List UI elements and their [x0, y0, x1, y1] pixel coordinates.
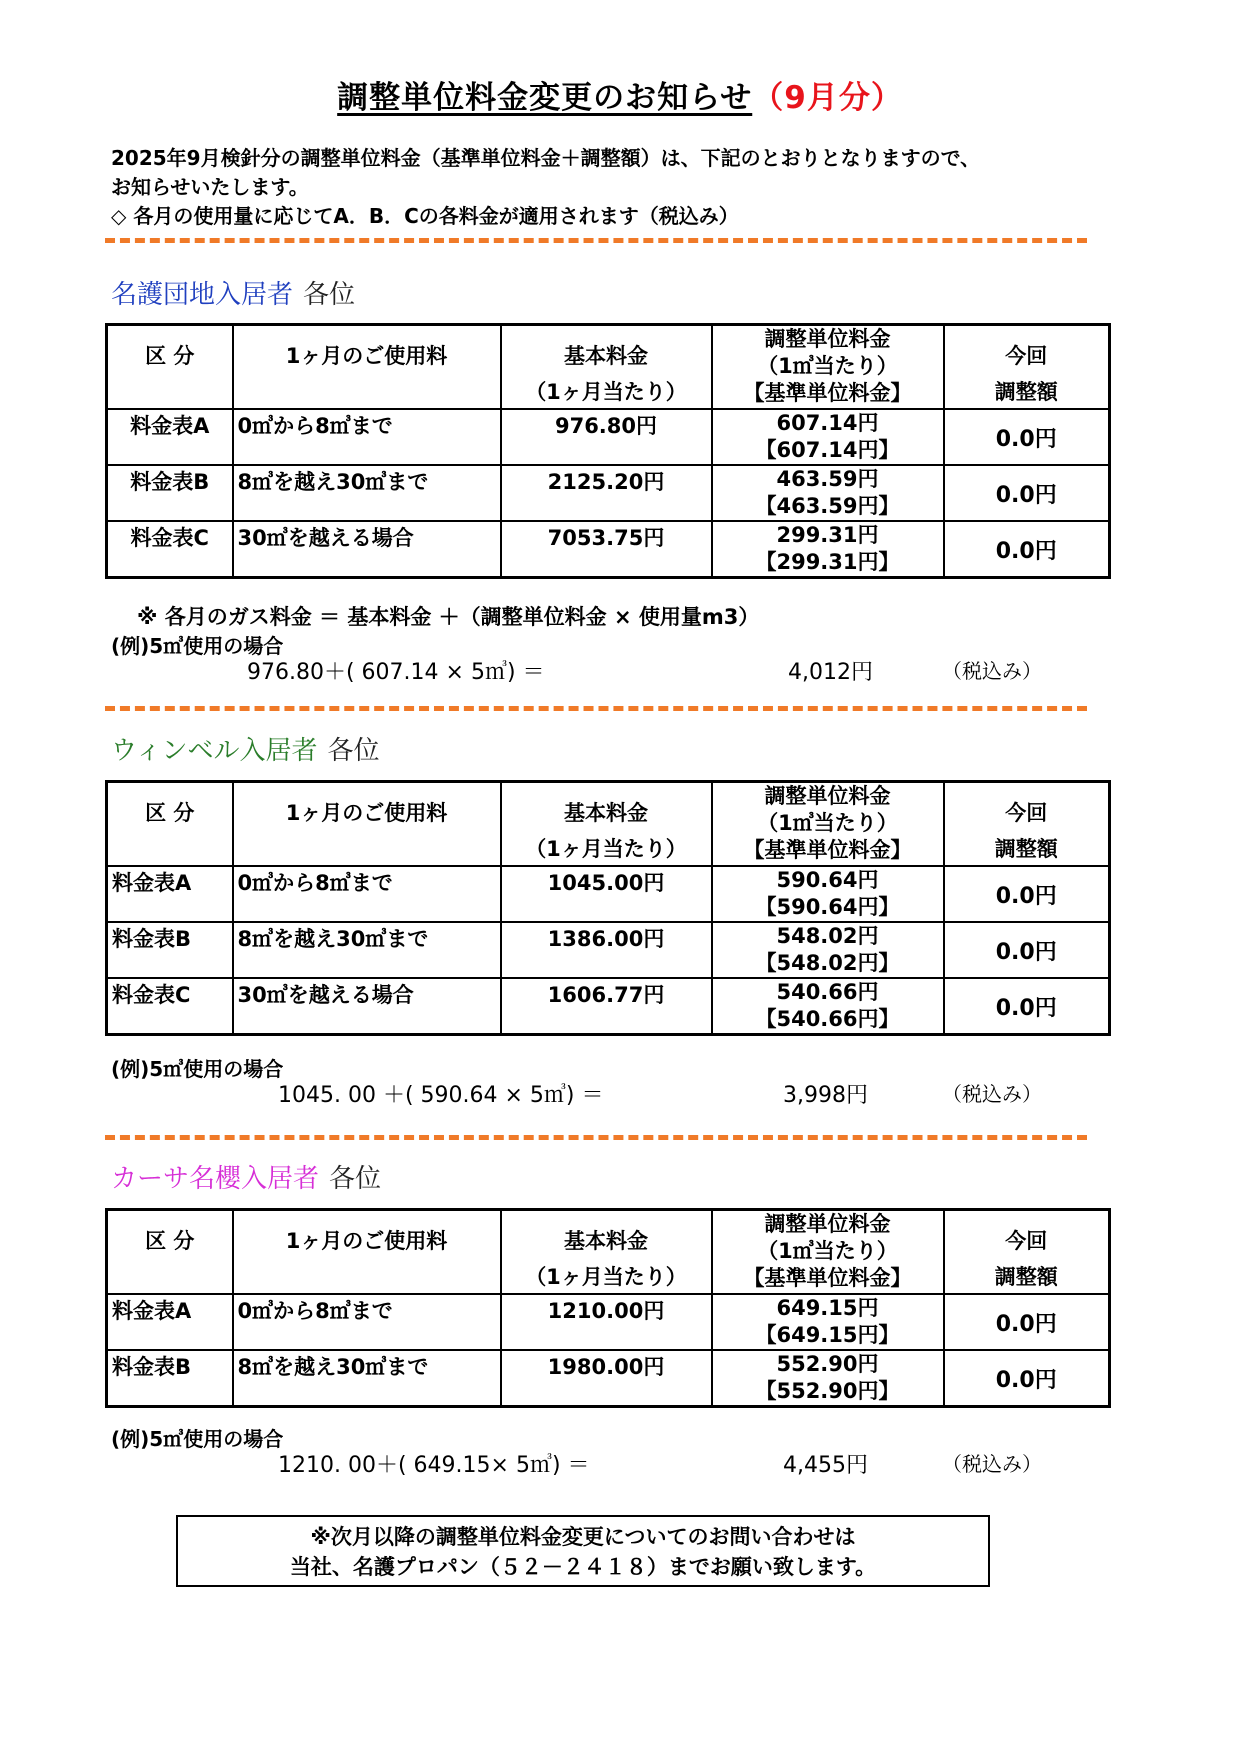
title-main: 調整単位料金変更のお知らせ [337, 80, 753, 116]
example-label: (例)5㎥使用の場合 [111, 634, 284, 658]
cell-kubun: 料金表B [107, 465, 233, 521]
section-heading-winbell [111, 730, 379, 767]
divider [105, 706, 1087, 711]
header-unit: 調整単位料金 （1㎥当たり） 【基準単位料金】 [712, 782, 944, 867]
header-kubun: 区 分 [107, 1210, 233, 1295]
cell-kubun: 料金表A [107, 1294, 233, 1350]
cell-base: 1210.00円 [501, 1294, 712, 1350]
contact-line-2: 当社、名護プロパン（５２－２４１８）までお願い致します。 [289, 1555, 877, 1579]
cell-usage: 8㎥を越え30㎥まで [233, 465, 501, 521]
cell-unit: 299.31円 【299.31円】 [712, 521, 944, 578]
example-result: 3,998円 [783, 1083, 868, 1108]
cell-usage: 30㎥を越える場合 [233, 521, 501, 578]
example-label: (例)5㎥使用の場合 [111, 1057, 284, 1081]
table-row [107, 465, 1110, 521]
table-row [107, 521, 1110, 578]
table-header-row [107, 782, 1110, 867]
divider [105, 238, 1087, 243]
section-group-name: カーサ名櫻入居者 [111, 1164, 320, 1194]
header-base: 基本料金 （1ヶ月当たり） [501, 1210, 712, 1295]
cell-unit: 649.15円 【649.15円】 [712, 1294, 944, 1350]
table-row [107, 978, 1110, 1035]
header-usage: 1ヶ月のご使用料 [233, 782, 501, 867]
cell-adjustment: 0.0円 [944, 866, 1110, 922]
cell-unit: 607.14円 【607.14円】 [712, 409, 944, 465]
header-unit: 調整単位料金 （1㎥当たり） 【基準単位料金】 [712, 325, 944, 410]
cell-adjustment: 0.0円 [944, 521, 1110, 578]
example-calc: 1210. 00＋( 649.15× 5㎥) ＝ [278, 1453, 590, 1478]
intro-line-1: 2025年9月検針分の調整単位料金（基準単位料金＋調整額）は、下記のとおりとなりますので、 [111, 146, 981, 170]
cell-kubun: 料金表A [107, 866, 233, 922]
cell-usage: 0㎥から8㎥まで [233, 1294, 501, 1350]
example-calc: 976.80＋( 607.14 × 5㎥) ＝ [247, 660, 545, 685]
cell-adjustment: 0.0円 [944, 922, 1110, 978]
cell-kubun: 料金表A [107, 409, 233, 465]
header-base: 基本料金 （1ヶ月当たり） [501, 782, 712, 867]
cell-base: 2125.20円 [501, 465, 712, 521]
cell-unit: 552.90円 【552.90円】 [712, 1350, 944, 1407]
header-adjustment: 今回 調整額 [944, 325, 1110, 410]
table-row [107, 866, 1110, 922]
example-label: (例)5㎥使用の場合 [111, 1427, 284, 1451]
cell-base: 976.80円 [501, 409, 712, 465]
rate-table-casa-meio [105, 1208, 1111, 1408]
section-heading-nago-danchi [111, 274, 355, 311]
intro-line-2: お知らせいたします。 [111, 175, 309, 199]
cell-kubun: 料金表C [107, 978, 233, 1035]
cell-usage: 0㎥から8㎥まで [233, 409, 501, 465]
section-suffix: 各位 [327, 736, 380, 766]
cell-usage: 0㎥から8㎥まで [233, 866, 501, 922]
cell-base: 1980.00円 [501, 1350, 712, 1407]
cell-unit: 590.64円 【590.64円】 [712, 866, 944, 922]
divider [105, 1135, 1087, 1140]
table-row [107, 409, 1110, 465]
section-heading-casa-meio [111, 1158, 381, 1195]
example-result: 4,012円 [788, 660, 873, 685]
header-kubun: 区 分 [107, 325, 233, 410]
cell-usage: 8㎥を越え30㎥まで [233, 922, 501, 978]
section-suffix: 各位 [303, 280, 356, 310]
cell-kubun: 料金表B [107, 1350, 233, 1407]
tax-note: （税込み） [942, 1452, 1042, 1476]
section-suffix: 各位 [329, 1164, 382, 1194]
rate-table-nago-danchi [105, 323, 1111, 579]
cell-base: 1386.00円 [501, 922, 712, 978]
cell-base: 1045.00円 [501, 866, 712, 922]
formula-note: ※ 各月のガス料金 ＝ 基本料金 ＋（調整単位料金 × 使用量m3） [137, 605, 760, 629]
section-group-name: 名護団地入居者 [111, 280, 294, 310]
cell-kubun: 料金表C [107, 521, 233, 578]
cell-adjustment: 0.0円 [944, 409, 1110, 465]
intro-line-3: ◇ 各月の使用量に応じてA．B．Cの各料金が適用されます（税込み） [111, 204, 739, 228]
cell-unit: 540.66円 【540.66円】 [712, 978, 944, 1035]
contact-line-1: ※次月以降の調整単位料金変更についてのお問い合わせは [310, 1525, 856, 1549]
intro-text [111, 144, 980, 231]
table-row [107, 1294, 1110, 1350]
cell-adjustment: 0.0円 [944, 978, 1110, 1035]
header-adjustment: 今回 調整額 [944, 782, 1110, 867]
header-usage: 1ヶ月のご使用料 [233, 325, 501, 410]
cell-usage: 8㎥を越え30㎥まで [233, 1350, 501, 1407]
table-row [107, 922, 1110, 978]
cell-adjustment: 0.0円 [944, 465, 1110, 521]
header-kubun: 区 分 [107, 782, 233, 867]
table-header-row [107, 325, 1110, 410]
cell-usage: 30㎥を越える場合 [233, 978, 501, 1035]
example-result: 4,455円 [783, 1453, 868, 1478]
contact-box [176, 1515, 990, 1587]
rate-table-winbell [105, 780, 1111, 1036]
table-header-row [107, 1210, 1110, 1295]
example-calc: 1045. 00 ＋( 590.64 × 5㎥) ＝ [278, 1083, 604, 1108]
tax-note: （税込み） [942, 1082, 1042, 1106]
table-row [107, 1350, 1110, 1407]
cell-base: 1606.77円 [501, 978, 712, 1035]
cell-adjustment: 0.0円 [944, 1350, 1110, 1407]
cell-unit: 548.02円 【548.02円】 [712, 922, 944, 978]
cell-kubun: 料金表B [107, 922, 233, 978]
header-unit: 調整単位料金 （1㎥当たり） 【基準単位料金】 [712, 1210, 944, 1295]
cell-unit: 463.59円 【463.59円】 [712, 465, 944, 521]
cell-base: 7053.75円 [501, 521, 712, 578]
cell-adjustment: 0.0円 [944, 1294, 1110, 1350]
header-base: 基本料金 （1ヶ月当たり） [501, 325, 712, 410]
header-adjustment: 今回 調整額 [944, 1210, 1110, 1295]
tax-note: （税込み） [942, 659, 1042, 683]
section-group-name: ウィンベル入居者 [111, 736, 318, 766]
header-usage: 1ヶ月のご使用料 [233, 1210, 501, 1295]
title-month: （9月分） [752, 80, 903, 116]
page-title [0, 72, 1240, 117]
